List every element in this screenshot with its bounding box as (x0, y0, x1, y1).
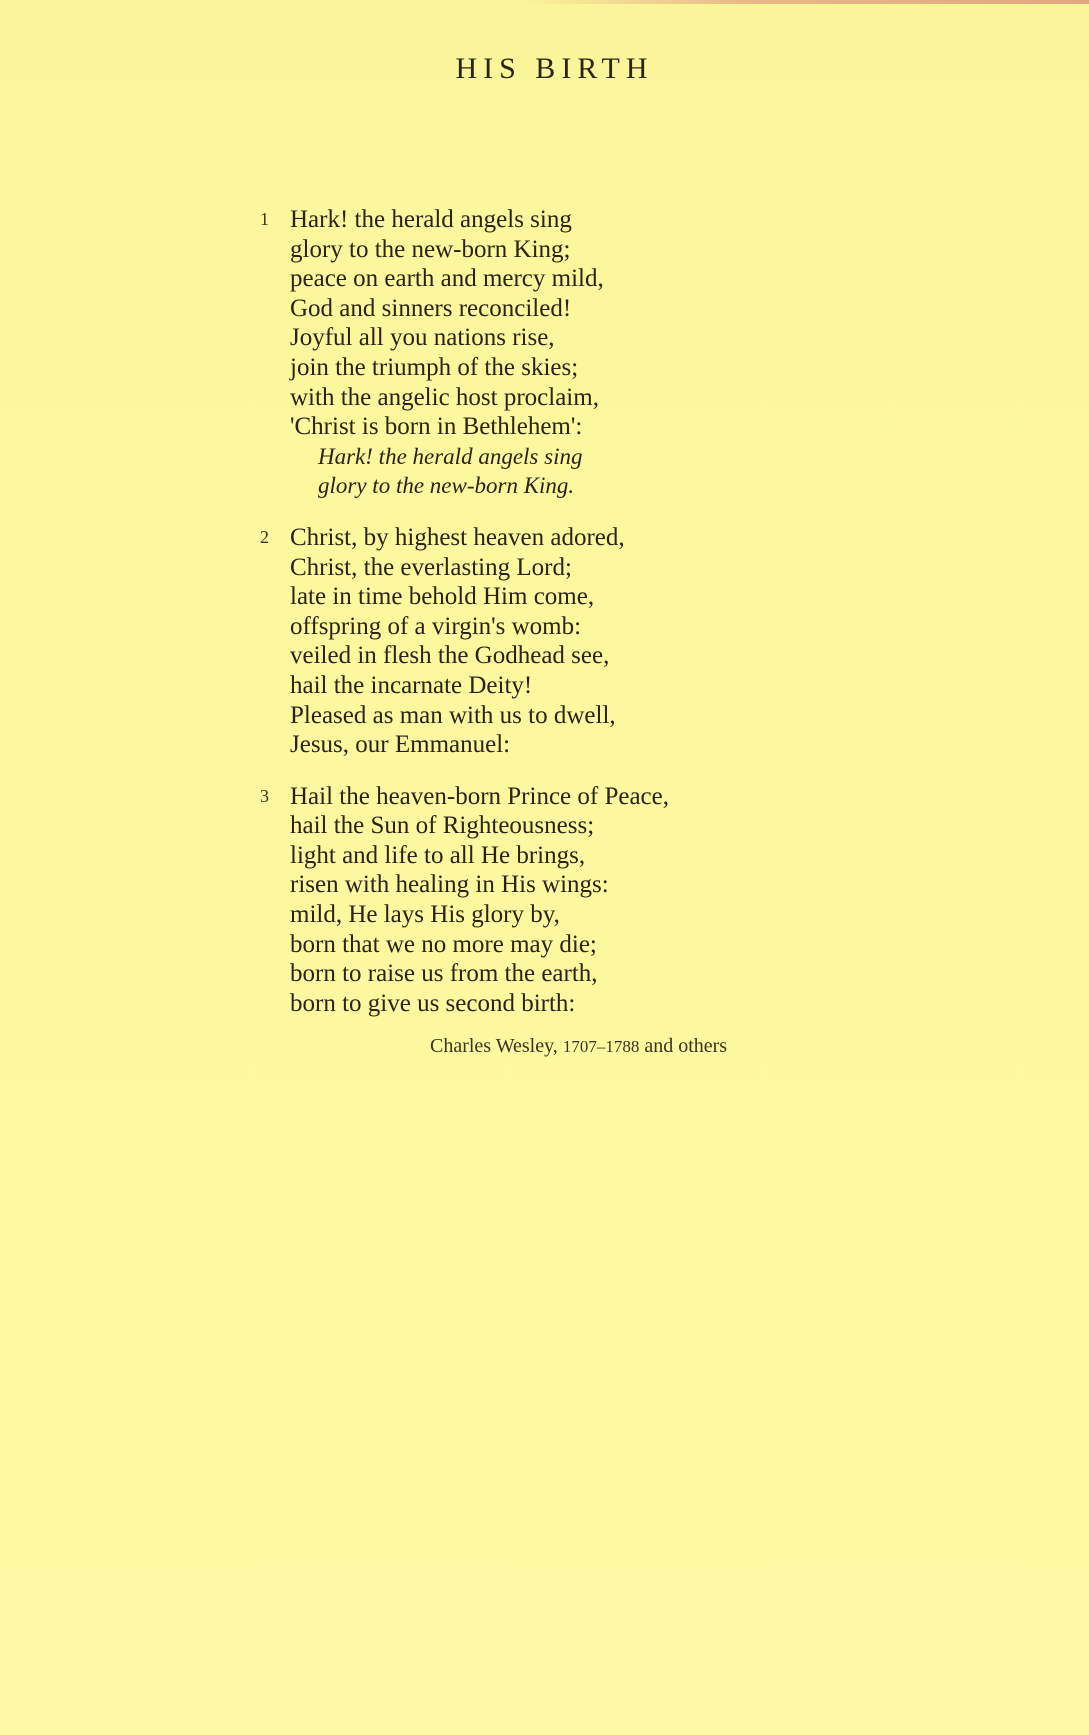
verse-line: risen with healing in His wings: (290, 871, 609, 899)
verse-line: Christ, by highest heaven adored, (290, 523, 625, 551)
verse-line: offspring of a virgin's womb: (290, 612, 582, 640)
verse-line: hail the Sun of Righteousness; (290, 812, 595, 840)
page-edge-shadow (520, 0, 1089, 4)
verse-line: Hark! the herald angels sing (290, 206, 572, 233)
author-dates: 1707–1788 (562, 1037, 640, 1056)
verse-number: 2 (260, 526, 269, 547)
verse-line: hail the incarnate Deity! (290, 671, 533, 699)
verse-line: born to raise us from the earth, (290, 960, 598, 988)
refrain-line: Hark! the herald angels sing (318, 443, 583, 469)
attribution-suffix: and others (644, 1035, 728, 1057)
verse-2 (260, 523, 850, 760)
refrain-line: glory to the new-born King. (318, 473, 575, 499)
verse-line: glory to the new-born King; (290, 235, 571, 263)
verse-line: Hail the heaven-born Prince of Peace, (290, 782, 670, 810)
verse-line: born that we no more may die; (290, 930, 597, 958)
verse-line: late in time behold Him come, (290, 583, 595, 611)
verse-line: Joyful all you nations rise, (290, 324, 555, 352)
verse-line: 'Christ is born in Bethlehem': (290, 413, 583, 441)
verse-line: veiled in flesh the Godhead see, (290, 642, 610, 670)
verse-number: 1 (260, 209, 269, 229)
author-name: Charles Wesley, (430, 1035, 558, 1057)
refrain (290, 442, 850, 501)
verse-line: mild, He lays His glory by, (290, 901, 560, 929)
author-attribution (430, 1035, 727, 1058)
verse-line: God and sinners reconciled! (290, 294, 572, 322)
verse-line: join the triumph of the skies; (290, 353, 579, 381)
verse-1 (260, 205, 850, 501)
page-heading: HIS BIRTH (455, 52, 654, 85)
verse-line: light and life to all He brings, (290, 841, 586, 869)
verse-line: peace on earth and mercy mild, (290, 265, 604, 293)
verse-number: 3 (260, 785, 269, 806)
verse-line: with the angelic host proclaim, (290, 383, 599, 411)
verse-line: Jesus, our Emmanuel: (290, 731, 511, 759)
hymn-body (260, 205, 850, 1040)
verse-line: Pleased as man with us to dwell, (290, 701, 616, 729)
verse-line: Christ, the everlasting Lord; (290, 553, 572, 581)
verse-3 (260, 782, 850, 1019)
verse-line: born to give us second birth: (290, 989, 576, 1017)
